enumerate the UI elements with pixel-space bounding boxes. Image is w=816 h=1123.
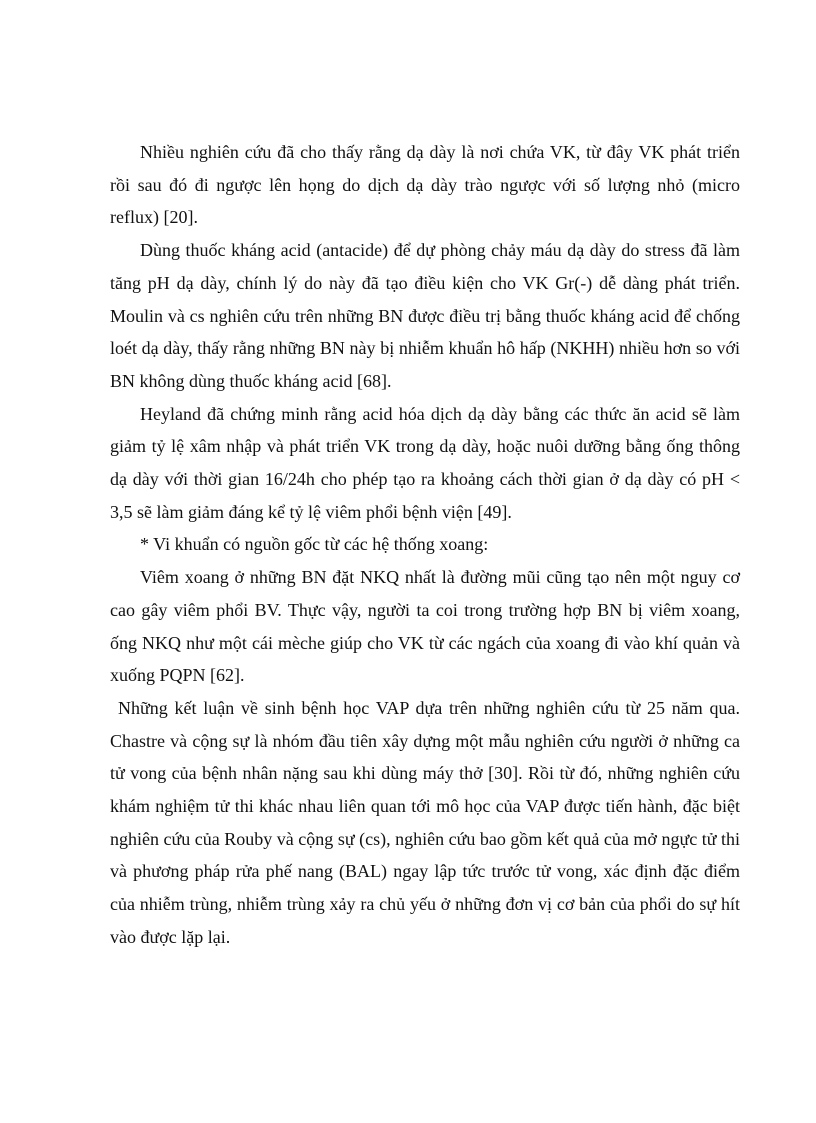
paragraph-heyland: Heyland đã chứng minh rằng acid hóa dịch dạ dày bằng các thức ăn acid sẽ làm giảm tỷ lệ xâm nhập và phát triển VK trong dạ dày, hoặc nuôi dưỡng bằng ống thông dạ dày với thời gian 16/24h cho phép tạo ra khoảng cách thời gian ở dạ dày có pH < 3,5 sẽ làm giảm đáng kể tỷ lệ viêm phổi bệnh viện [49]. — [110, 403, 740, 522]
paragraph-sinus-heading: * Vi khuẩn có nguồn gốc từ các hệ thống xoang: — [140, 534, 489, 555]
paragraph-vap-conclusions: Những kết luận về sinh bệnh học VAP dựa trên những nghiên cứu từ 25 năm qua. Chastre và cộng sự là nhóm đầu tiên xây dựng một mẫu nghiên cứu người ở những ca tử vong của bệnh nhân nặng sau khi dùng máy thở [30]. Rồi từ đó, những nghiên cứu khám nghiệm tử thi khác nhau liên quan tới mô học của VAP được tiến hành, đặc biệt nghiên cứu của Rouby và cộng sự (cs), nghiên cứu bao gồm kết quả của mở ngực tử thi và phương pháp rửa phế nang (BAL) ngay lập tức trước tử vong, xác định đặc điểm của nhiễm trùng, nhiễm trùng xảy ra chủ yếu ở những đơn vị cơ bản của phổi do sự hít vào được lặp lại. — [110, 697, 740, 947]
document-body — [110, 136, 740, 954]
paragraph-sinusitis: Viêm xoang ở những BN đặt NKQ nhất là đường mũi cũng tạo nên một nguy cơ cao gây viêm phổi BV. Thực vậy, người ta coi trong trường hợp BN bị viêm xoang, ống NKQ như một cái mèche giúp cho VK từ các ngách của xoang đi vào khí quản và xuống PQPN [62]. — [110, 567, 740, 686]
paragraph-stomach-reservoir: Nhiều nghiên cứu đã cho thấy rằng dạ dày là nơi chứa VK, từ đây VK phát triển rồi sau đó đi ngược lên họng do dịch dạ dày trào ngược với số lượng nhỏ (micro reflux) [20]. — [110, 142, 740, 228]
paragraph-antacid: Dùng thuốc kháng acid (antacide) để dự phòng chảy máu dạ dày do stress đã làm tăng pH dạ dày, chính lý do này đã tạo điều kiện cho VK Gr(-) dễ dàng phát triển. Moulin và cs nghiên cứu trên những BN được điều trị bằng thuốc kháng acid để chống loét dạ dày, thấy rằng những BN này bị nhiễm khuẩn hô hấp (NKHH) nhiều hơn so với BN không dùng thuốc kháng acid [68]. — [110, 240, 740, 391]
